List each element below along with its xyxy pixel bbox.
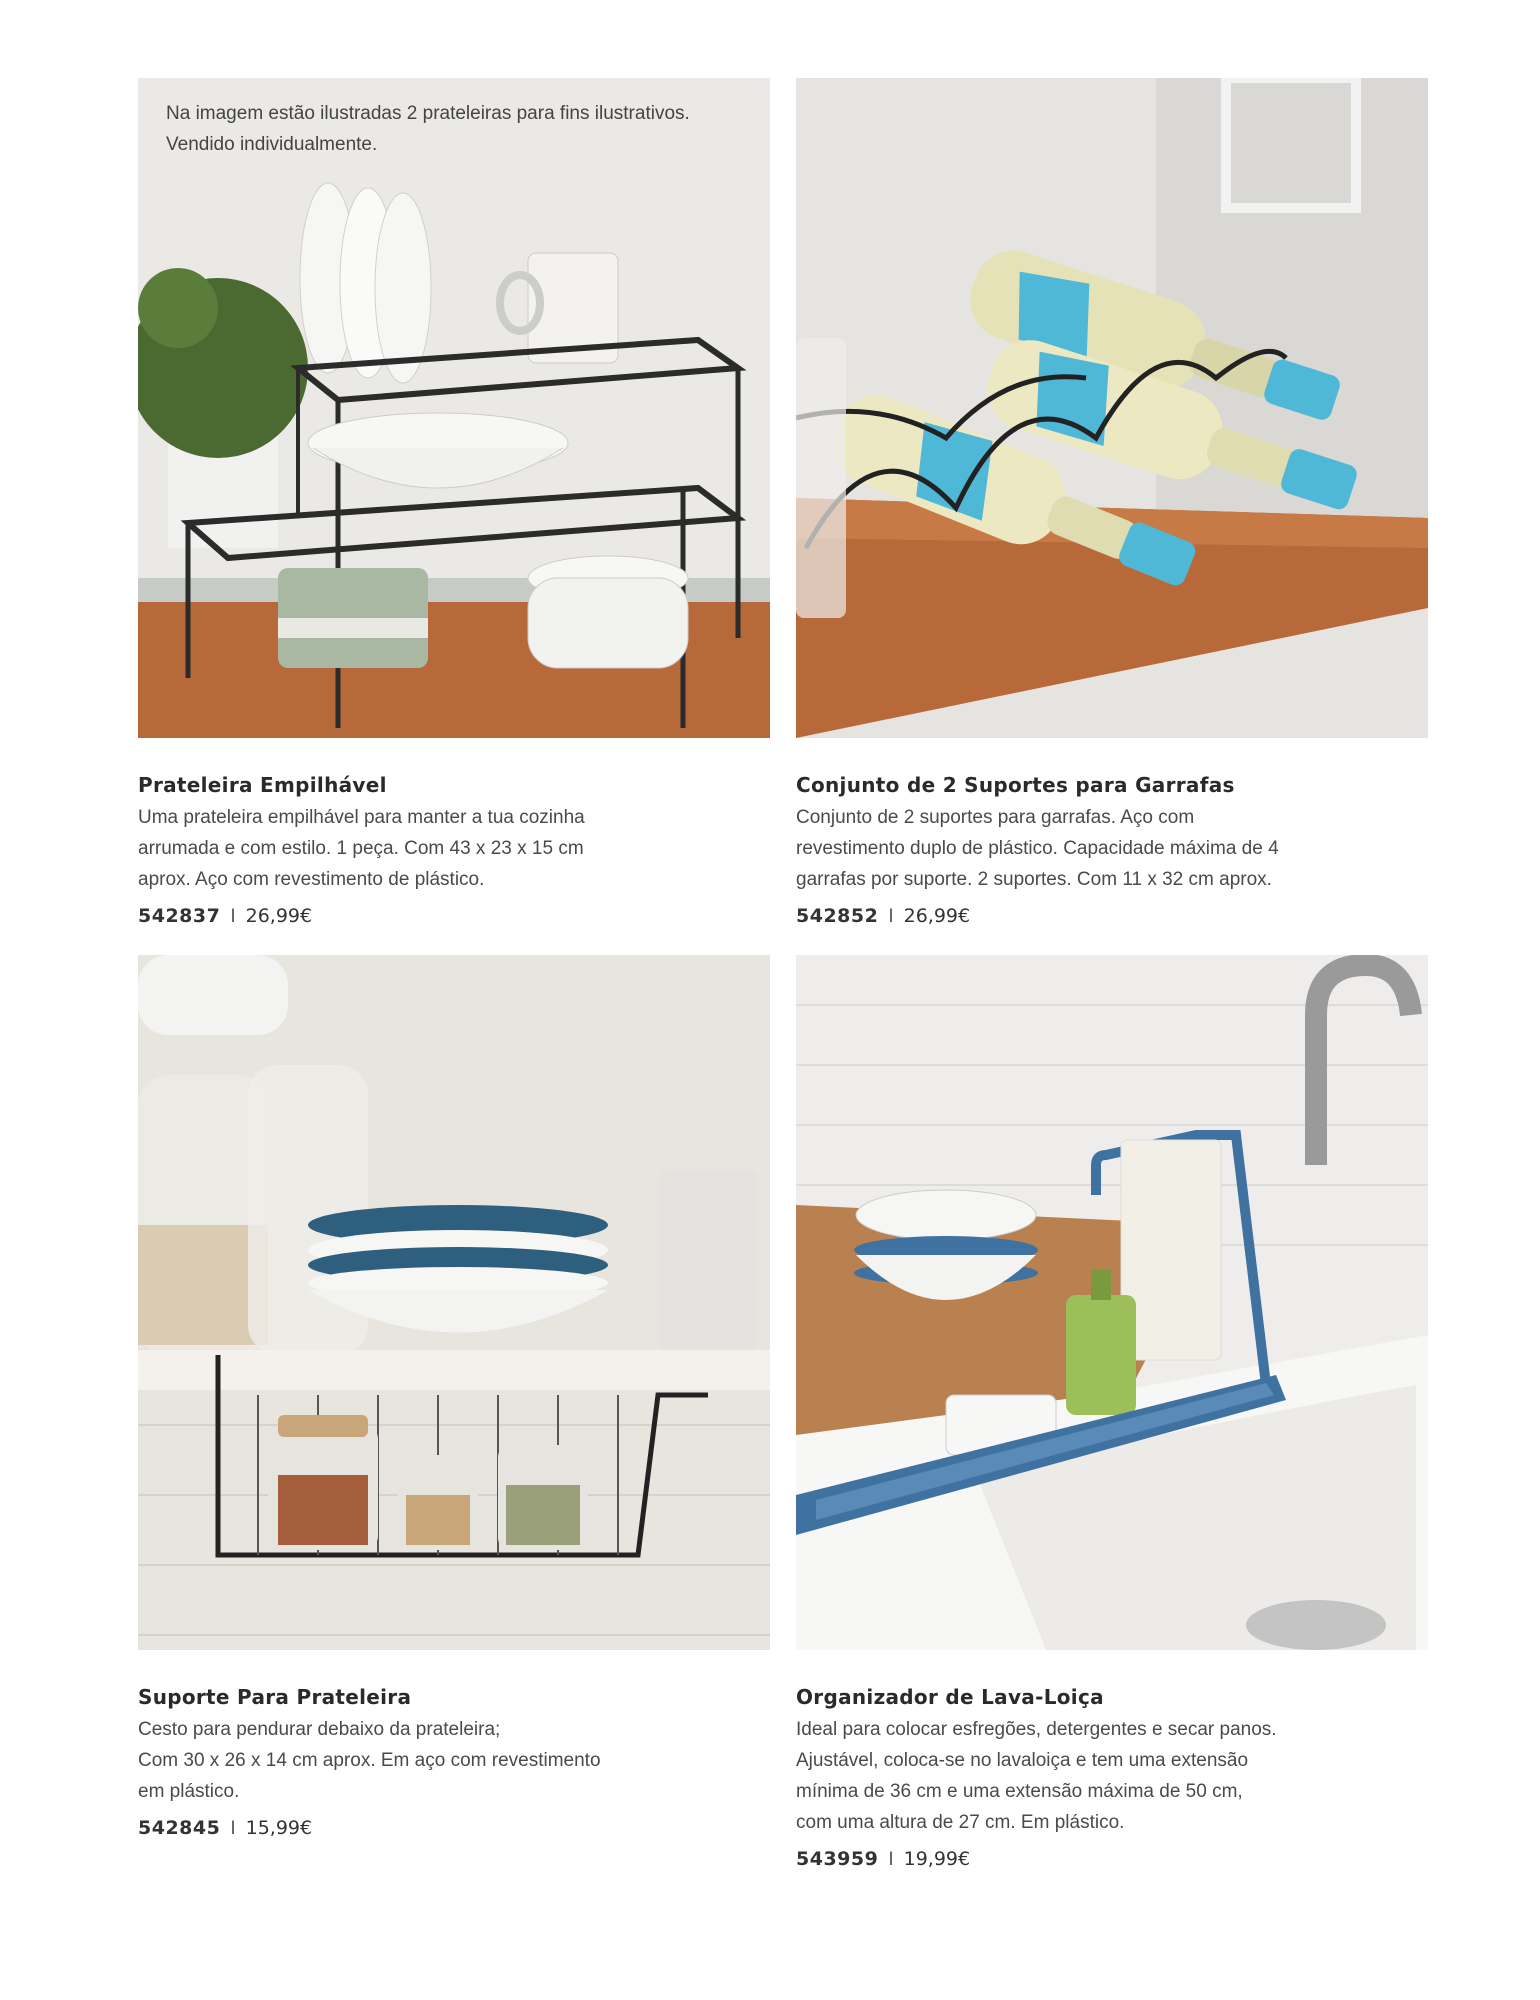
product-photo-stackable-shelf [138,78,770,738]
separator: I [230,1818,236,1839]
product-price: 26,99€ [903,905,971,927]
product-description: Uma prateleira empilhável para manter a tua cozinha arrumada e com estilo. 1 peça. Com 43 x 23 x 15 cm aprox. Aço com revestimento de plástico. [138,807,585,890]
product-description: Cesto para pendurar debaixo da prateleira; Com 30 x 26 x 14 cm aprox. Em aço com revestimento em plástico. [138,1719,601,1802]
product-meta [796,901,1428,932]
product-title: Conjunto de 2 Suportes para Garrafas [796,773,1235,797]
product-title: Prateleira Empilhável [138,773,387,797]
product-code: 542845 [138,1817,221,1839]
product-title: Organizador de Lava-Loiça [796,1685,1104,1709]
illustration-note: Na imagem estão ilustradas 2 prateleiras para fins ilustrativos. Vendido individualmente. [166,103,690,155]
separator: I [230,906,236,927]
separator: I [888,906,894,927]
product-photo-bottle-holders [796,78,1428,738]
product-code: 543959 [796,1848,879,1870]
under-shelf-basket-illustration [138,955,770,1650]
product-price: 26,99€ [245,905,313,927]
product-description: Conjunto de 2 suportes para garrafas. Aço com revestimento duplo de plástico. Capacidade máxima de 4 garrafas por suporte. 2 suportes. Com 11 x 32 cm aprox. [796,807,1279,890]
bottle-holders-illustration [796,78,1428,738]
sink-organizer-illustration [796,955,1428,1650]
product-meta [138,1813,770,1844]
product-meta [138,901,770,932]
product-code: 542837 [138,905,221,927]
product-title: Suporte Para Prateleira [138,1685,412,1709]
product-description: Ideal para colocar esfregões, detergentes e secar panos. Ajustável, coloca-se no lavaloiça e tem uma extensão mínima de 36 cm e uma extensão máxima de 50 cm, com uma altura de 27 cm. Em plástico. [796,1719,1277,1833]
product-card-under-shelf-basket[interactable] [138,955,770,1844]
separator: I [888,1849,894,1870]
product-price: 15,99€ [245,1817,313,1839]
product-meta [796,1844,1428,1875]
product-card-stackable-shelf[interactable] [138,78,770,932]
product-card-sink-organizer[interactable] [796,955,1428,1875]
product-photo-under-shelf-basket [138,955,770,1650]
stackable-shelf-illustration [138,78,770,738]
product-price: 19,99€ [903,1848,971,1870]
product-code: 542852 [796,905,879,927]
product-card-bottle-holders[interactable] [796,78,1428,932]
product-photo-sink-organizer [796,955,1428,1650]
